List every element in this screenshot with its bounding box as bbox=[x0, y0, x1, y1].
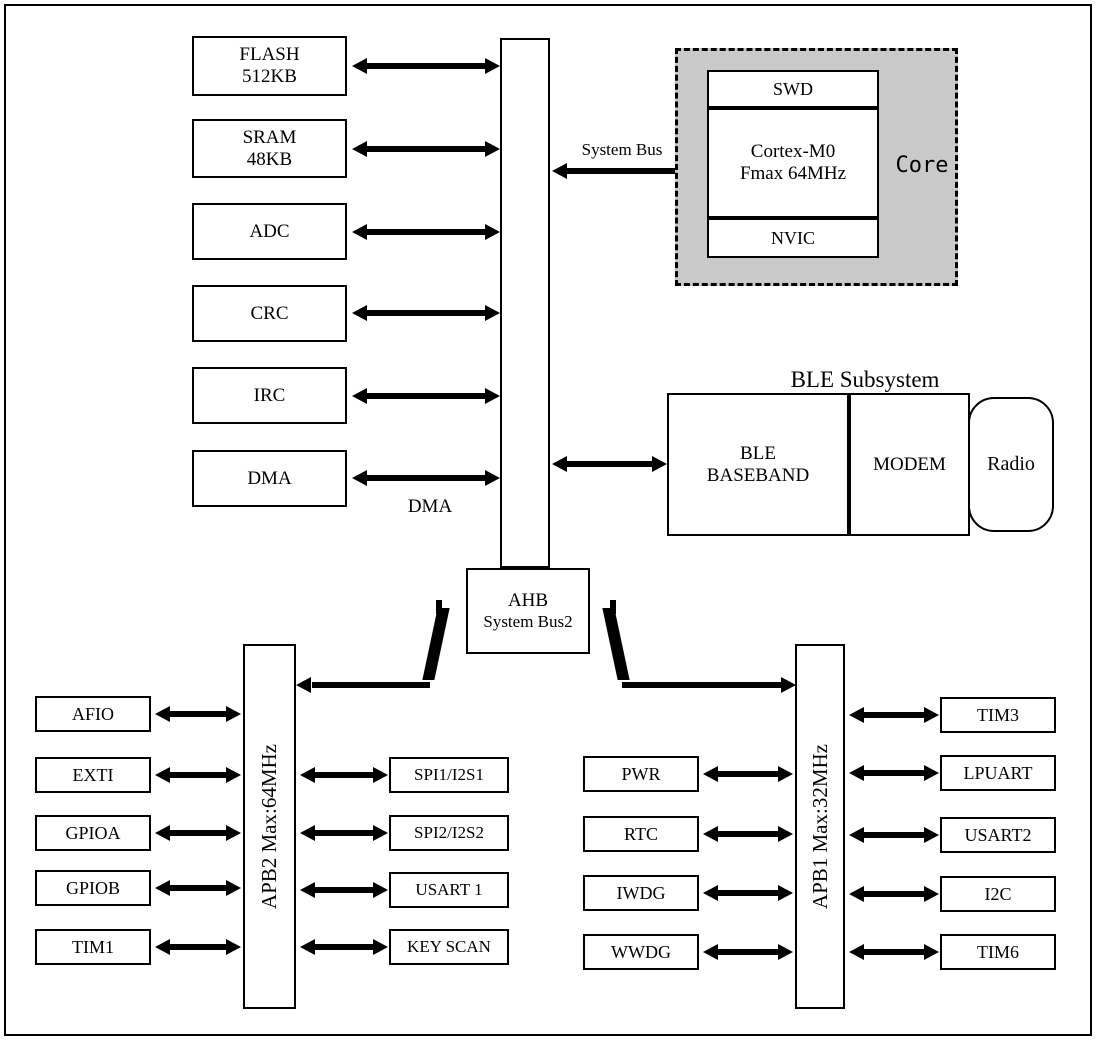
block-pwr-label: PWR bbox=[621, 763, 661, 784]
ble-modem bbox=[849, 393, 970, 536]
block-wwdg bbox=[583, 934, 699, 970]
block-adc-label: ADC bbox=[249, 220, 290, 242]
system-bus-label: System Bus bbox=[581, 139, 663, 159]
block-tim6-label: TIM6 bbox=[977, 941, 1019, 962]
block-crc-label: CRC bbox=[250, 302, 289, 324]
arrow-gpioa-apb2 bbox=[155, 825, 241, 841]
apb2-bus-label: APB2 Max:64MHz bbox=[257, 743, 282, 910]
block-wwdg-label: WWDG bbox=[611, 941, 671, 962]
block-tim3 bbox=[940, 697, 1056, 733]
block-key-scan bbox=[389, 929, 509, 965]
block-tim3-label: TIM3 bbox=[977, 704, 1019, 725]
block-spi1-i2s1-label: SPI1/I2S1 bbox=[414, 765, 484, 785]
ahb-line2: System Bus2 bbox=[483, 612, 573, 632]
connector-ahb-apb1 bbox=[586, 600, 796, 696]
block-sram bbox=[192, 119, 347, 178]
core-label: Core bbox=[895, 152, 949, 178]
arrow-apb1-i2c bbox=[849, 886, 939, 902]
block-afio bbox=[35, 696, 151, 732]
block-spi2-i2s2-label: SPI2/I2S2 bbox=[414, 823, 484, 843]
arrow-pwr-apb1 bbox=[703, 766, 793, 782]
core-swd bbox=[707, 70, 879, 108]
arrow-dma-bus bbox=[352, 470, 500, 486]
ahb-system-bus2 bbox=[466, 568, 590, 654]
apb2-bus bbox=[243, 644, 296, 1009]
arrow-apb2-keyscan bbox=[300, 939, 388, 955]
arrow-flash-bus bbox=[352, 58, 500, 74]
dma-bus-label: DMA bbox=[407, 495, 453, 517]
block-usart1-label: USART 1 bbox=[415, 880, 483, 900]
block-gpioa bbox=[35, 815, 151, 851]
connector-ahb-apb2 bbox=[296, 600, 472, 696]
arrow-wwdg-apb1 bbox=[703, 944, 793, 960]
apb1-bus bbox=[795, 644, 845, 1009]
core-cpu bbox=[707, 108, 879, 218]
block-spi2-i2s2 bbox=[389, 815, 509, 851]
block-rtc bbox=[583, 816, 699, 852]
block-tim6 bbox=[940, 934, 1056, 970]
block-tim1 bbox=[35, 929, 151, 965]
block-afio-label: AFIO bbox=[71, 703, 114, 724]
block-exti bbox=[35, 757, 151, 793]
arrow-crc-bus bbox=[352, 305, 500, 321]
arrow-iwdg-apb1 bbox=[703, 885, 793, 901]
arrow-adc-bus bbox=[352, 224, 500, 240]
block-dma bbox=[192, 450, 347, 507]
ble-baseband-line1: BLE bbox=[740, 442, 776, 464]
block-iwdg-label: IWDG bbox=[616, 882, 666, 903]
block-usart2 bbox=[940, 817, 1056, 853]
arrow-apb2-spi2 bbox=[300, 825, 388, 841]
core-cpu-line1: Cortex-M0 bbox=[750, 141, 836, 163]
arrow-rtc-apb1 bbox=[703, 826, 793, 842]
ble-subsystem-label: BLE Subsystem bbox=[790, 367, 940, 393]
block-key-scan-label: KEY SCAN bbox=[407, 937, 491, 957]
block-flash-line1: FLASH bbox=[239, 44, 300, 66]
block-i2c bbox=[940, 876, 1056, 912]
block-flash bbox=[192, 36, 347, 96]
block-irc bbox=[192, 367, 347, 424]
block-irc-label: IRC bbox=[253, 384, 286, 406]
arrow-apb1-tim6 bbox=[849, 944, 939, 960]
ble-baseband-line2: BASEBAND bbox=[706, 464, 810, 486]
ble-radio-label: Radio bbox=[987, 453, 1035, 475]
block-dma-label: DMA bbox=[247, 467, 292, 489]
arrow-afio-apb2 bbox=[155, 706, 241, 722]
system-bus-bar bbox=[500, 38, 550, 568]
arrow-tim1-apb2 bbox=[155, 939, 241, 955]
block-lpuart bbox=[940, 755, 1056, 791]
arrow-apb1-lpuart bbox=[849, 765, 939, 781]
core-nvic bbox=[707, 218, 879, 258]
block-gpioa-label: GPIOA bbox=[65, 822, 121, 843]
block-tim1-label: TIM1 bbox=[72, 936, 114, 957]
arrow-apb1-usart2 bbox=[849, 827, 939, 843]
arrow-irc-bus bbox=[352, 388, 500, 404]
block-gpiob-label: GPIOB bbox=[65, 877, 120, 898]
arrow-bus-ble bbox=[552, 456, 667, 472]
arrow-apb1-tim3 bbox=[849, 707, 939, 723]
block-rtc-label: RTC bbox=[624, 823, 658, 844]
block-exti-label: EXTI bbox=[72, 764, 114, 785]
core-nvic-label: NVIC bbox=[771, 227, 815, 248]
arrow-gpiob-apb2 bbox=[155, 880, 241, 896]
block-flash-line2: 512KB bbox=[242, 66, 297, 87]
block-iwdg bbox=[583, 875, 699, 911]
arrow-apb2-spi1 bbox=[300, 767, 388, 783]
block-i2c-label: I2C bbox=[984, 883, 1012, 904]
block-lpuart-label: LPUART bbox=[963, 762, 1033, 783]
block-pwr bbox=[583, 756, 699, 792]
block-sram-line2: 48KB bbox=[246, 148, 293, 170]
core-cpu-line2: Fmax 64MHz bbox=[739, 163, 847, 184]
core-swd-label: SWD bbox=[773, 78, 813, 99]
ble-baseband bbox=[667, 393, 849, 536]
ble-modem-label: MODEM bbox=[873, 453, 946, 475]
block-gpiob bbox=[35, 870, 151, 906]
block-usart2-label: USART2 bbox=[964, 824, 1032, 845]
ble-radio bbox=[968, 397, 1054, 532]
apb1-bus-label: APB1 Max:32MHz bbox=[807, 743, 832, 910]
block-sram-line1: SRAM bbox=[242, 126, 297, 148]
arrow-apb2-usart1 bbox=[300, 882, 388, 898]
block-crc bbox=[192, 285, 347, 342]
block-spi1-i2s1 bbox=[389, 757, 509, 793]
block-usart1 bbox=[389, 872, 509, 908]
ahb-line1: AHB bbox=[507, 590, 549, 612]
arrow-sram-bus bbox=[352, 141, 500, 157]
block-adc bbox=[192, 203, 347, 260]
arrow-exti-apb2 bbox=[155, 767, 241, 783]
